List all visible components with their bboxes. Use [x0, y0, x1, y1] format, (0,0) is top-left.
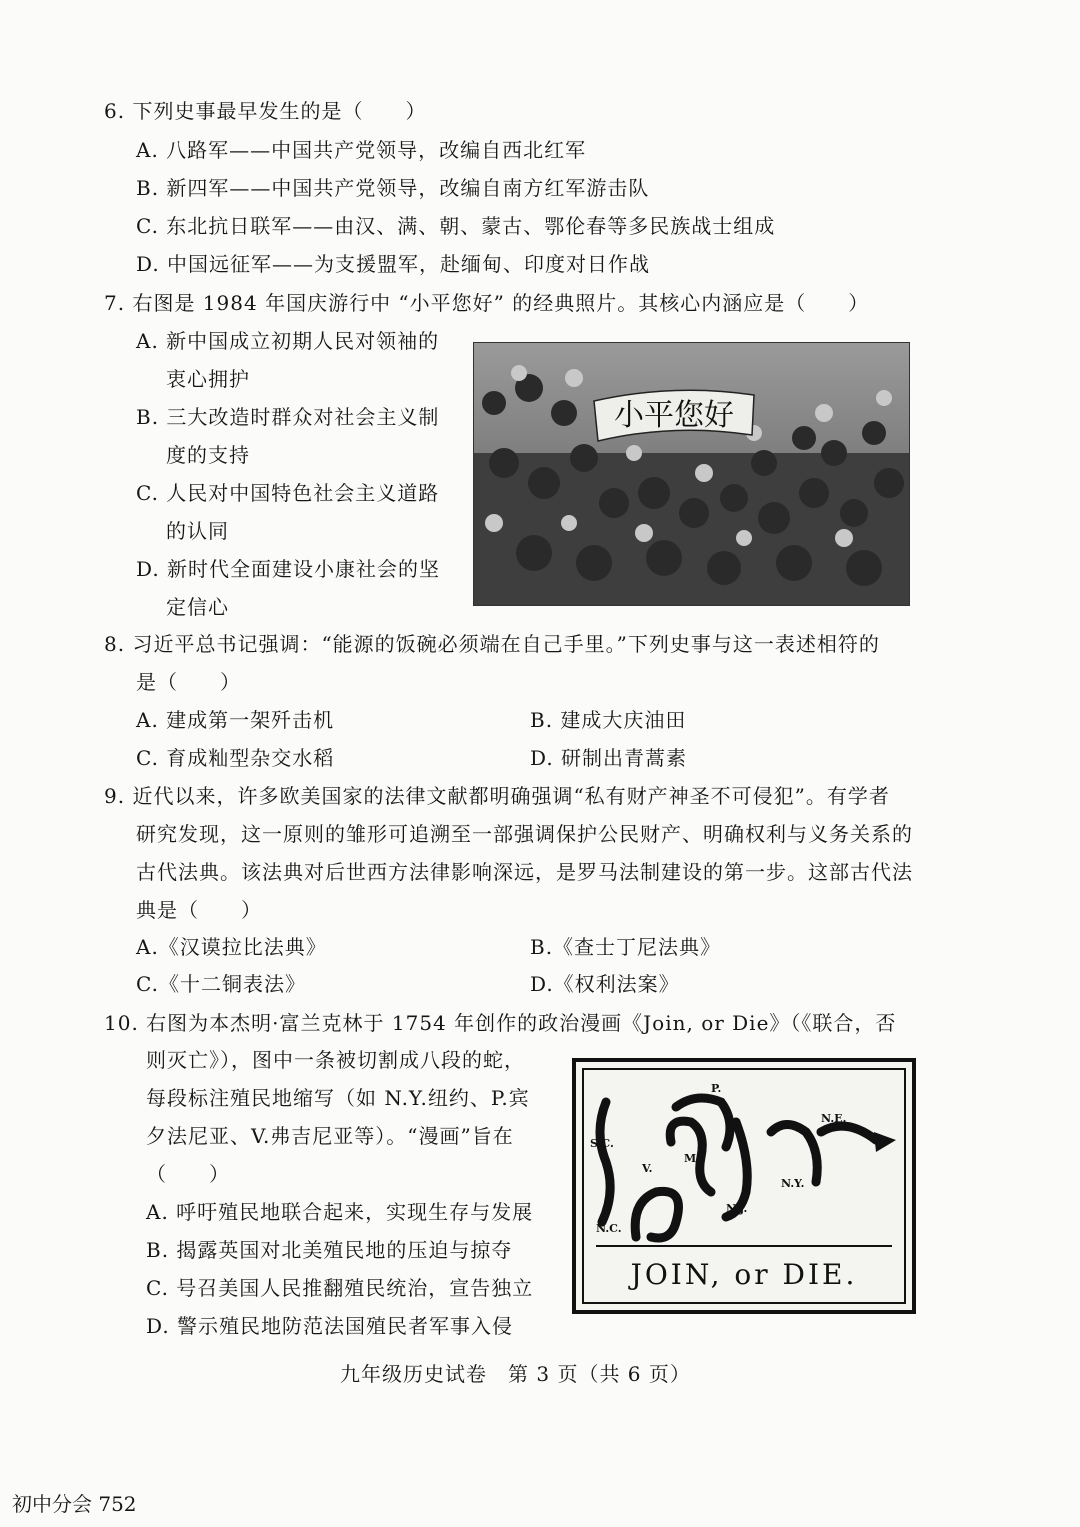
label-ny: N.Y. [781, 1177, 805, 1190]
q10-stem-line1 [104, 1010, 896, 1036]
label-v: V. [642, 1162, 653, 1175]
q9-stem-line2: 研究发现，这一原则的雏形可追溯至一部强调保护公民财产、明确权利与义务关系的 [136, 822, 913, 846]
q9-stem-line4: 典是（ ） [136, 898, 262, 922]
q9-option-c: C.《十二铜表法》 [136, 972, 306, 996]
q8-stem-line2: 是（ ） [136, 670, 241, 694]
q10-number: 10. [104, 1011, 139, 1035]
q8-stem-line1 [104, 631, 880, 657]
q10-stem-text1: 右图为本杰明·富兰克林于 1754 年创作的政治漫画《Join, or Die》（《联合，否 [146, 1011, 897, 1035]
q10-option-d: D. 警示殖民地防范法国殖民者军事入侵 [146, 1314, 514, 1338]
parade-photo-graphic [474, 343, 909, 605]
q6-stem-text: 下列史事最早发生的是（ ） [132, 99, 427, 123]
q8-option-d: D. 研制出青蒿素 [530, 746, 688, 770]
q9-stem-line3: 古代法典。该法典对后世西方法律影响深远，是罗马法制建设的第一步。这部古代法 [136, 860, 913, 884]
q7-option-d-line2: 定信心 [166, 595, 229, 619]
q7-option-b-line1: B. 三大改造时群众对社会主义制 [136, 405, 440, 429]
q9-option-b: B.《查士丁尼法典》 [530, 935, 722, 959]
q10-option-a: A. 呼吁殖民地联合起来，实现生存与发展 [146, 1200, 534, 1224]
q7-option-b-line2: 度的支持 [166, 443, 250, 467]
q6-option-d: D. 中国远征军——为支援盟军，赴缅甸、印度对日作战 [136, 252, 651, 276]
q6-option-a: A. 八路军——中国共产党领导，改编自西北红军 [136, 138, 587, 162]
q6-number: 6. [104, 99, 126, 123]
q9-option-a: A.《汉谟拉比法典》 [136, 935, 327, 959]
cartoon-caption: JOIN, or DIE. [630, 1258, 858, 1291]
q7-number: 7. [104, 291, 126, 315]
q9-stem-line1 [104, 783, 890, 809]
q8-option-a: A. 建成第一架歼击机 [136, 708, 335, 732]
q6-stem [104, 98, 426, 124]
parade-photo [473, 342, 910, 606]
q7-option-a-line2: 衷心拥护 [166, 367, 250, 391]
q8-option-c: C. 育成籼型杂交水稻 [136, 746, 335, 770]
label-nj: N.J. [726, 1202, 748, 1215]
q9-option-d: D.《权利法案》 [530, 972, 680, 996]
snake-drawing [576, 1062, 912, 1310]
q7-stem [104, 290, 869, 316]
watermark-text: 初中分会 752 [12, 1492, 137, 1516]
q9-stem-text1: 近代以来，许多欧美国家的法律文献都明确强调“私有财产神圣不可侵犯”。有学者 [132, 784, 890, 808]
q7-option-c-line2: 的认同 [166, 519, 229, 543]
q6-option-c: C. 东北抗日联军——由汉、满、朝、蒙古、鄂伦春等多民族战士组成 [136, 214, 776, 238]
label-nc: N.C. [596, 1222, 622, 1235]
label-p: P. [711, 1082, 722, 1095]
q9-number: 9. [104, 784, 126, 808]
q10-stem-line2: 则灭亡》），图中一条被切割成八段的蛇， [146, 1048, 525, 1072]
q7-stem-text: 右图是 1984 年国庆游行中 “小平您好” 的经典照片。其核心内涵应是（ ） [132, 291, 870, 315]
q10-stem-line4: 夕法尼亚、V.弗吉尼亚等）。“漫画”旨在 [146, 1124, 514, 1148]
q7-option-c-line1: C. 人民对中国特色社会主义道路 [136, 481, 440, 505]
q8-number: 8. [104, 632, 126, 656]
q8-stem-text1: 习近平总书记强调：“能源的饭碗必须端在自己手里。”下列史事与这一表述相符的 [132, 632, 880, 656]
q8-option-b: B. 建成大庆油田 [530, 708, 687, 732]
q10-stem-line3: 每段标注殖民地缩写（如 N.Y.纽约、P.宾 [146, 1086, 530, 1110]
q6-option-b: B. 新四军——中国共产党领导，改编自南方红军游击队 [136, 176, 650, 200]
label-ne: N.E. [821, 1112, 847, 1125]
q7-option-a-line1: A. 新中国成立初期人民对领袖的 [136, 329, 440, 353]
q10-option-c: C. 号召美国人民推翻殖民统治，宣告独立 [146, 1276, 534, 1300]
label-sc: S.C. [590, 1137, 614, 1150]
banner-text: 小平您好 [614, 398, 734, 433]
page-footer: 九年级历史试卷 第 3 页（共 6 页） [340, 1362, 691, 1386]
join-or-die-cartoon [572, 1058, 916, 1314]
q10-stem-line5: （ ） [146, 1162, 230, 1186]
q10-option-b: B. 揭露英国对北美殖民地的压迫与掠夺 [146, 1238, 513, 1262]
label-m: M. [684, 1152, 701, 1165]
q7-option-d-line1: D. 新时代全面建设小康社会的坚 [136, 557, 441, 581]
